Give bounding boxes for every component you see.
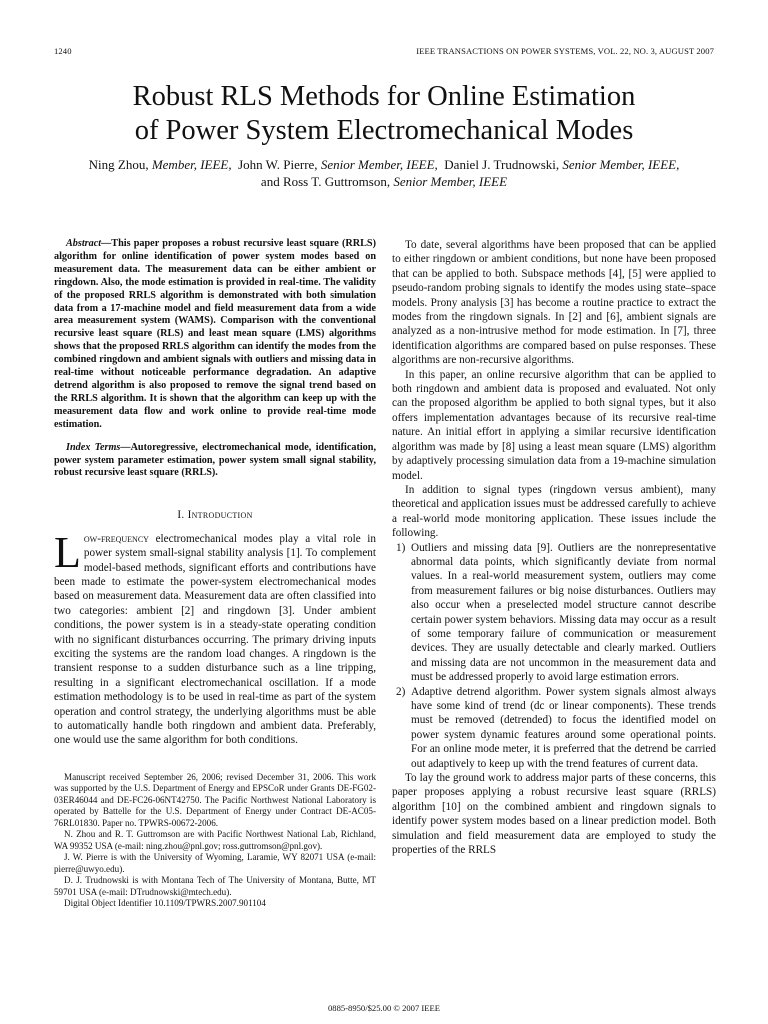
right-column — [392, 238, 716, 857]
abstract — [54, 238, 376, 432]
footnote-doi: Digital Object Identifier 10.1109/TPWRS.2007.901104 — [64, 898, 266, 909]
intro-paragraph — [54, 527, 376, 748]
abstract-text: This paper proposes a robust recursive least square (RRLS) algorithm for online identification of power system modes based on measurement data. The measurement data can be either ambient or ringdown. Also, the mode estimation is provided in real-time. The validity of the proposed RRLS algorithm is demonstrated with both simulation data from a 17-machine model and field measurement data from a wide area measurement system (WAMS). Comparison with the conventional recursive least square (RLS) and least mean square (LMS) algorithms shows that the proposed RRLS algorithm can identify the modes from the combined ringdown and ambient signals with outliers and missing data in real-time without noticeable performance degradation. An adaptive detrend algorithm is also proposed to remove the signal trend based on the RRLS algorithm. It is shown that the algorithm can keep up with the measurement data flow and work online to provide real-time mode estimation. — [54, 238, 376, 430]
body-paragraph: To date, several algorithms have been proposed that can be applied to either ringdown or ambient conditions, but none have been proposed that can be applied to both. Subspace methods [4], [5] were applied to pseudo-random probing signals to identify the modes using state–space models. Prony analysis [3] has become a routine practice to extract the modes from the ringdown signals. In [2] and [6], ambient signals are analyzed as a non-intrusive method for mode estimation. In [7], three identification algorithms are compared based on pulse responses. These algorithms are non-recursive algorithms. — [392, 239, 716, 367]
intro-small-caps: ow-frequency — [83, 532, 149, 545]
page-number: 1240 — [54, 46, 72, 56]
body-paragraph: In this paper, an online recursive algorithm that can be applied to both ringdown and ambient data is proposed and evaluated. Not only can the proposed algorithm be applied to both signal types, but it also offers implementation advantages because of its recursive real-time nature. An initial effort in applying a similar recursive identification algorithm was made by [8] using a least mean square (LMS) algorithm by adaptively processing simulation data from a 19-machine simulation model. — [392, 368, 716, 482]
index-terms — [54, 442, 376, 481]
author-list — [30, 156, 738, 190]
author-role: Senior Member, IEEE, — [320, 157, 438, 172]
section-numeral: I. — [177, 509, 185, 522]
abstract-label: Abstract— — [66, 238, 112, 249]
body-paragraph: In addition to signal types (ringdown versus ambient), many theoretical and application issues must be addressed carefully to achieve a real-world mode monitoring application. These issues include the following. — [392, 483, 717, 540]
list-item-text: Adaptive detrend algorithm. Power system signals almost always have some kind of trend (dc or linear components). These trends must be removed (detrended) to focus the identified model on power system dynamic features around some operational points. For an online mode meter, it is preferred that the detrend be carried out adaptively to keep up with the trend features of current data. — [411, 685, 716, 770]
index-terms-label: Index Terms— — [66, 441, 131, 453]
author-name: and Ross T. Guttromson, — [260, 174, 391, 189]
title-line-1: Robust RLS Methods for Online Estimation — [132, 81, 636, 112]
footnote-affiliation: N. Zhou and R. T. Guttromson are with Pacific Northwest National Lab, Richland, WA 99352 USA (e-mail: ning.zhou@pnl.gov; ross.guttromson@pnl.gov). — [54, 829, 376, 851]
copyright-footer: 0885-8950/$25.00 © 2007 IEEE — [327, 1003, 441, 1013]
author-name: Daniel J. Trudnowski, — [444, 157, 560, 172]
index-terms-text: Autoregressive, electromechanical mode, identification, power system parameter estimation, power system small signal stability, robust recursive least square (RRLS). — [54, 441, 376, 479]
title-line-2: of Power System Electromechanical Modes — [134, 115, 634, 146]
author-role: Member, IEEE, — [151, 157, 232, 172]
intro-text: electromechanical modes play a vital role in power system small-signal stability analysis [1]. To complement model-based methods, significant efforts and contributions have been made to estimate the power-system electromechanical modes based on measurement data. Measurement data are often classified into two categories: ambient [2] and ringdown [3]. Under ambient conditions, the power system is in a steady-state operating condition with no significant disturbances occurring. The primary driving inputs exciting the systems are the random load changes. A ringdown is the transient response to a sudden disturbance such as a line tripping, resulting in a significant electromechanical oscillation. If a mode estimation methodology is to be used in real-time as part of the system operation and control strategy, the underlying algorithms must be able to automatically handle both ringdown and ambient data. Preferably, one would use the same algorithm for both conditions. — [54, 532, 376, 747]
body-paragraph: To lay the ground work to address major parts of these concerns, this paper proposes applying a robust recursive least square (RRLS) algorithm [10] on the combined ambient and ringdown signals to identify power system modes based on a linear prediction model. Both simulation and field measurement data are employed to study the properties of the RRLS — [392, 772, 716, 857]
list-item — [392, 685, 716, 771]
author-line-2 — [30, 173, 738, 190]
list-number: 2) — [396, 685, 406, 698]
running-header — [54, 46, 714, 58]
section-title: Introduction — [187, 509, 253, 522]
journal-header: IEEE TRANSACTIONS ON POWER SYSTEMS, VOL. 22, NO. 3, AUGUST 2007 — [416, 46, 714, 56]
author-name: Ning Zhou, — [88, 157, 149, 172]
section-heading — [54, 508, 376, 522]
footnote-manuscript: Manuscript received September 26, 2006; revised December 31, 2006. This work was supported by the U.S. Department of Energy and EPSCoR under Grants DE-FG02-03ER46044 and DE-FC26-06NT42750. The Pacific Northwest National Laboratory is operated by Battelle for the U.S. Department of Energy under Contract DE-AC05-76RL01830. Paper no. TPWRS-00672-2006. — [54, 771, 376, 828]
drop-cap: L — [54, 527, 81, 577]
footnotes — [54, 772, 376, 910]
author-role: Senior Member, IEEE — [393, 174, 508, 189]
author-role: Senior Member, IEEE, — [562, 157, 680, 172]
list-item-text: Outliers and missing data [9]. Outliers are the nonrepresentative abnormal data points, which significantly deviate from normal values. In a real-world measurement system, outliers may come from measurement failures or big noise disturbances. Outliers may also occur when a preselected model structure cannot describe certain power system behaviors. Missing data may occur as a result of some temporary failure of communication or measurement devices. They are usually detectable and clearly marked. Outliers and missing data are not uncommon in the measurement data and must be addressed properly to avoid large estimation errors. — [411, 541, 716, 684]
footnote-affiliation: D. J. Trudnowski is with Montana Tech of The University of Montana, Butte, MT 59701 USA (e-mail: DTrudnowski@mtech.edu). — [54, 875, 376, 897]
list-item — [392, 541, 716, 685]
paper-title — [40, 80, 728, 148]
footnote-affiliation: J. W. Pierre is with the University of Wyoming, Laramie, WY 82071 USA (e-mail: pierre@uwyo.edu). — [54, 852, 376, 874]
list-number: 1) — [396, 541, 406, 554]
author-line-1 — [30, 156, 738, 173]
left-column — [54, 238, 376, 910]
author-name: John W. Pierre, — [238, 157, 318, 172]
